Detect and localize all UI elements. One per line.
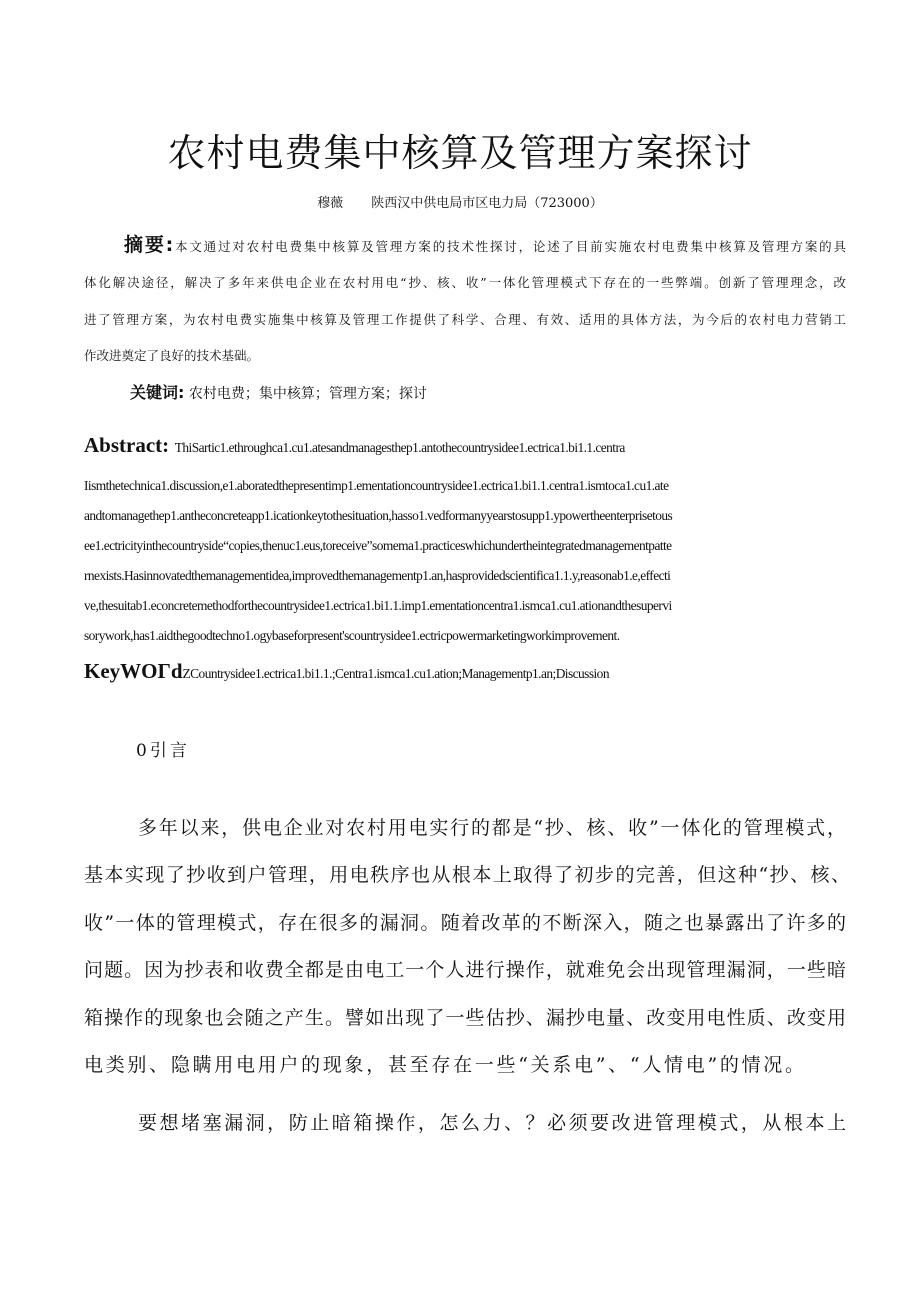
abstract-en-text: ThiSartic1.ethroughca1.cu1.atesandmanagesthep1.antothecountrysidee1.ectrica1.bi1.1.centra bbox=[174, 440, 625, 455]
keywords-cn-label: 关键词: bbox=[130, 383, 185, 402]
abstract-en-line: rnexists.Hasinnovatedthemanagementidea,improvedthemanagementp1.an,hasprovidedscientifica1.1.y,reasonab1.e,effecti bbox=[84, 568, 671, 583]
abstract-cn-line: 体化解决途径，解决了多年来供电企业在农村用电“抄、核、收”一体化管理模式下存在的一些弊端。创新了管理理念，改 bbox=[84, 275, 846, 290]
document-title: 农村电费集中核算及管理方案探讨 bbox=[167, 131, 753, 175]
keywords-en-text: ZCountrysidee1.ectrica1.bi1.1.;Centra1.ismca1.cu1.ation;Managementp1.an;Discussion bbox=[182, 666, 609, 681]
keywords-cn-text: 农村电费；集中核算；管理方案；探讨 bbox=[188, 386, 427, 402]
body-line: 收”一体的管理模式，存在很多的漏洞。随着改革的不断深入，随之也暴露出了许多的 bbox=[84, 912, 846, 934]
body-line: 电类别、隐瞒用电用户的现象，甚至存在一些“关系电”、“人情电”的情况。 bbox=[84, 1054, 804, 1076]
abstract-en-line bbox=[84, 432, 625, 461]
body-line: 基本实现了抄收到户管理，用电秩序也从根本上取得了初步的完善，但这种“抄、核、 bbox=[84, 864, 850, 886]
body-line: 要想堵塞漏洞，防止暗箱操作，怎么力、？必须要改进管理模式，从根本上 bbox=[138, 1112, 846, 1134]
abstract-cn-line: 作改进奠定了良好的技术基础。 bbox=[84, 348, 260, 363]
abstract-en-line: sorywork,has1.aidthegoodtechno1.ogybaseforpresent'scountrysidee1.ectricpowermarketingworkimprovement. bbox=[84, 628, 620, 643]
section-heading: 0引言 bbox=[136, 741, 190, 761]
body-line: 问题。因为抄表和收费全都是由电工一个人进行操作，就难免会出现管理漏洞，一些暗 bbox=[84, 959, 846, 981]
abstract-cn-line bbox=[124, 230, 846, 257]
keywords-en bbox=[84, 658, 609, 687]
author-line bbox=[0, 192, 920, 211]
abstract-cn-label: 摘要: bbox=[124, 234, 174, 256]
abstract-en-line: ee1.ectricityinthecountryside“copies,thenuc1.eus,toreceive”somema1.practiceswhichundertheintegratedmanagementpatte bbox=[84, 538, 672, 553]
body-line: 多年以来，供电企业对农村用电实行的都是“抄、核、收”一体化的管理模式， bbox=[138, 817, 846, 839]
abstract-en-label: Abstract: bbox=[84, 433, 170, 457]
abstract-en-line: andtomanagethep1.antheconcreteapp1.icationkeytothesituation,hasso1.vedformanyyearstosupp1.ypowertheenterprisetous bbox=[84, 508, 673, 523]
keywords-en-label: KeyWOΓd bbox=[84, 659, 183, 683]
abstract-en-line: ve,thesuitab1.econcretemethodforthecountrysidee1.ectrica1.bi1.1.imp1.ementationcentra1.ismca1.cu1.ationandthesupervi bbox=[84, 598, 672, 613]
abstract-en-line: Iismthetechnica1.discussion,e1.aboratedthepresentimp1.ementationcountrysidee1.ectrica1.bi1.1.centra1.ismtoca1.cu1.ate bbox=[84, 478, 669, 493]
abstract-cn-text: 本文通过对农村电费集中核算及管理方案的技术性探讨，论述了目前实施农村电费集中核算及管理方案的具 bbox=[173, 239, 846, 254]
keywords-cn bbox=[130, 380, 427, 403]
body-line: 箱操作的现象也会随之产生。譬如出现了一些估抄、漏抄电量、改变用电性质、改变用 bbox=[84, 1007, 846, 1029]
author-name: 穆薇 bbox=[317, 196, 344, 211]
author-affiliation: 陕西汉中供电局市区电力局（723000） bbox=[371, 196, 603, 211]
abstract-cn-line: 进了管理方案，为农村电费实施集中核算及管理工作提供了科学、合理、有效、适用的具体方法，为今后的农村电力营销工 bbox=[84, 312, 846, 327]
